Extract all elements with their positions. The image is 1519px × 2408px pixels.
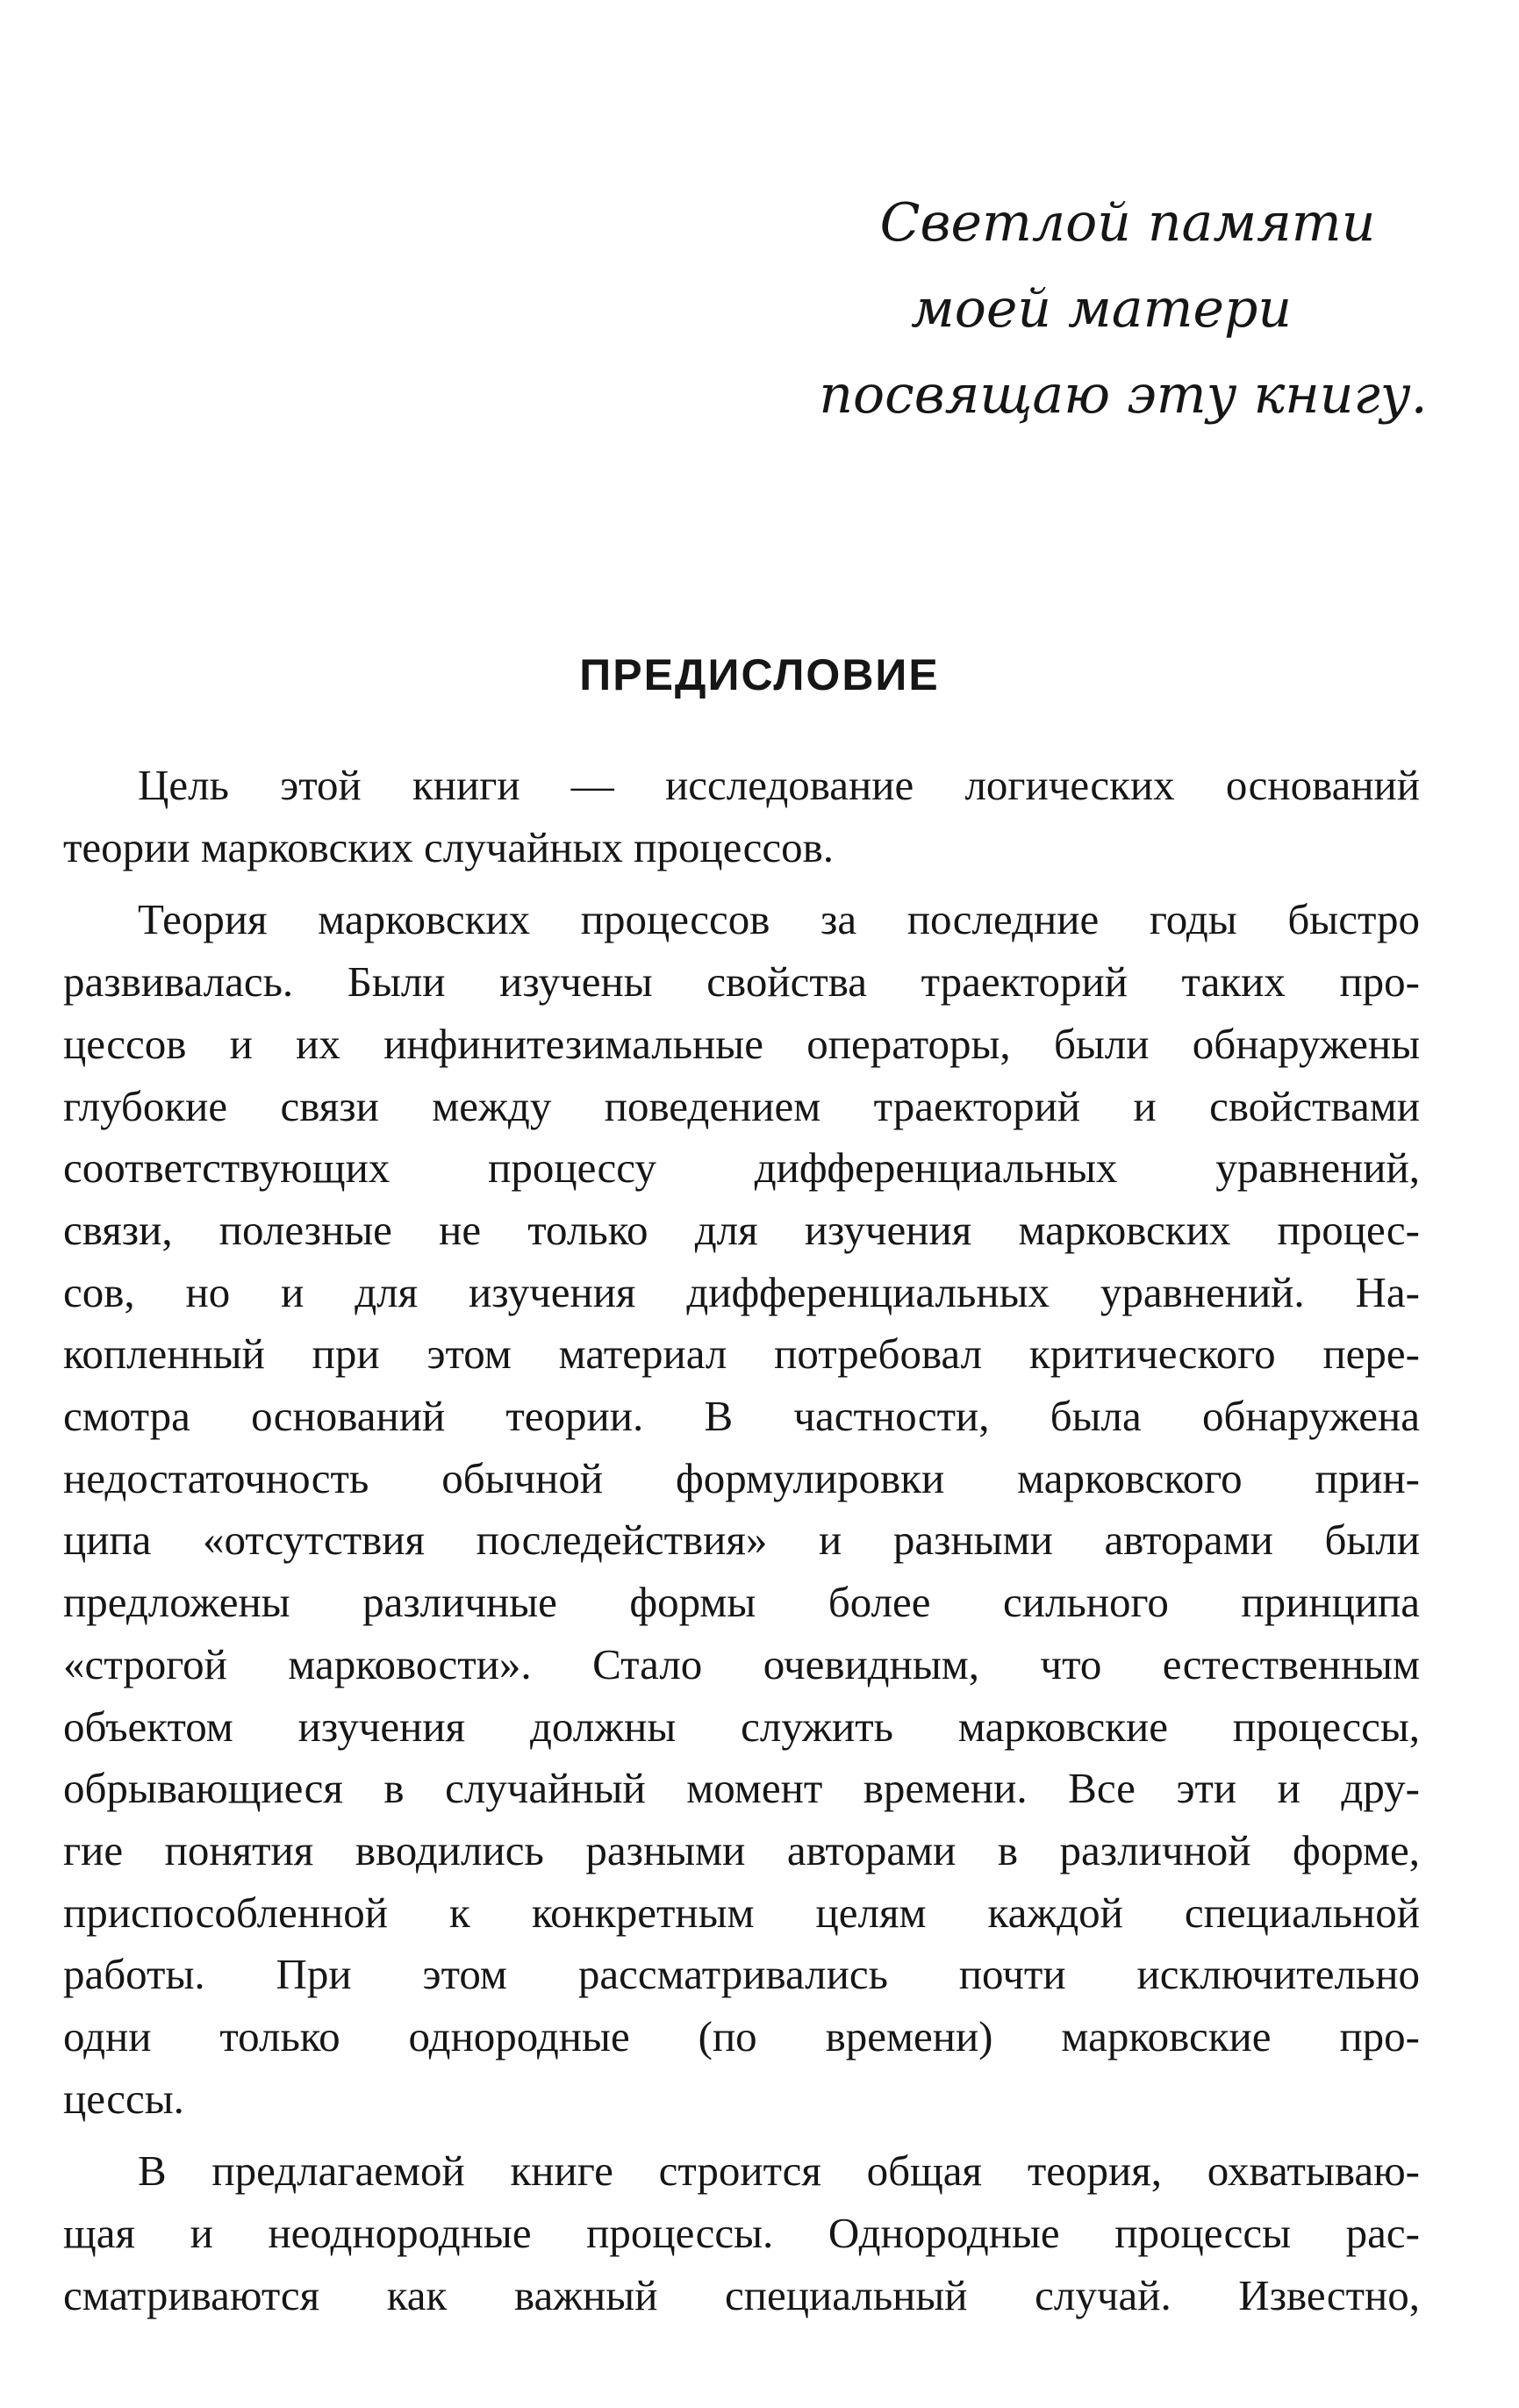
text-line: обрывающиеся в случайный момент времени. Все эти и дру- <box>63 1764 1420 1813</box>
text-line: предложены различные формы более сильного принципа <box>63 1578 1420 1627</box>
text-line: соответствующих процессу дифференциальных уравнений, <box>63 1143 1420 1193</box>
text-line: Теория марковских процессов за последние годы быстро <box>138 895 1420 944</box>
paragraph <box>63 755 1420 878</box>
text-line: связи, полезные не только для изучения марковских процес- <box>63 1205 1420 1254</box>
text-line: «строгой марковости». Стало очевидным, что естественным <box>63 1639 1420 1688</box>
text-line: цессов и их инфинитезимальные операторы, были обнаружены <box>63 1019 1420 1068</box>
text-line: работы. При этом рассматривались почти исключительно <box>63 1950 1420 1999</box>
paragraph <box>63 889 1420 2130</box>
text-line: теории марковских случайных процессов. <box>63 822 834 871</box>
text-line: смотра оснований теории. В частности, была обнаружена <box>63 1392 1420 1441</box>
text-line: приспособленной к конкретным целям каждой специальной <box>63 1888 1420 1937</box>
dedication-line: посвящаю эту книгу. <box>819 364 1428 426</box>
text-line: цессы. <box>63 2074 184 2123</box>
text-line: развивалась. Были изучены свойства траекторий таких про- <box>63 957 1420 1007</box>
text-line: недостаточность обычной формулировки марковского прин- <box>63 1453 1420 1502</box>
text-line: сов, но и для изучения дифференциальных уравнений. На- <box>63 1267 1420 1316</box>
text-line: одни только однородные (по времени) марковские про- <box>63 2012 1420 2061</box>
page-title: ПРЕДИСЛОВИЕ <box>579 650 940 699</box>
paragraph <box>63 2140 1420 2326</box>
dedication-line: Светлой памяти <box>879 192 1376 254</box>
text-line: гие понятия вводились разными авторами в различной форме, <box>63 1825 1420 1874</box>
preface-body <box>63 755 1420 2327</box>
text-line: В предлагаемой книге строится общая теория, охватываю- <box>138 2146 1420 2196</box>
text-line: щая и неоднородные процессы. Однородные процессы рас- <box>63 2209 1420 2258</box>
text-line: ципа «отсутствия последействия» и разными авторами были <box>63 1516 1420 1565</box>
text-line: объектом изучения должны служить марковские процессы, <box>63 1702 1420 1751</box>
dedication-line: моей матери <box>910 278 1293 340</box>
text-line: сматриваются как важный специальный случай. Известно, <box>63 2270 1420 2319</box>
dedication <box>790 180 1430 438</box>
text-line: копленный при этом материал потребовал критического пере- <box>63 1329 1420 1379</box>
text-line: глубокие связи между поведением траекторий и свойствами <box>63 1081 1420 1130</box>
text-line: Цель этой книги — исследование логических оснований <box>138 761 1420 809</box>
